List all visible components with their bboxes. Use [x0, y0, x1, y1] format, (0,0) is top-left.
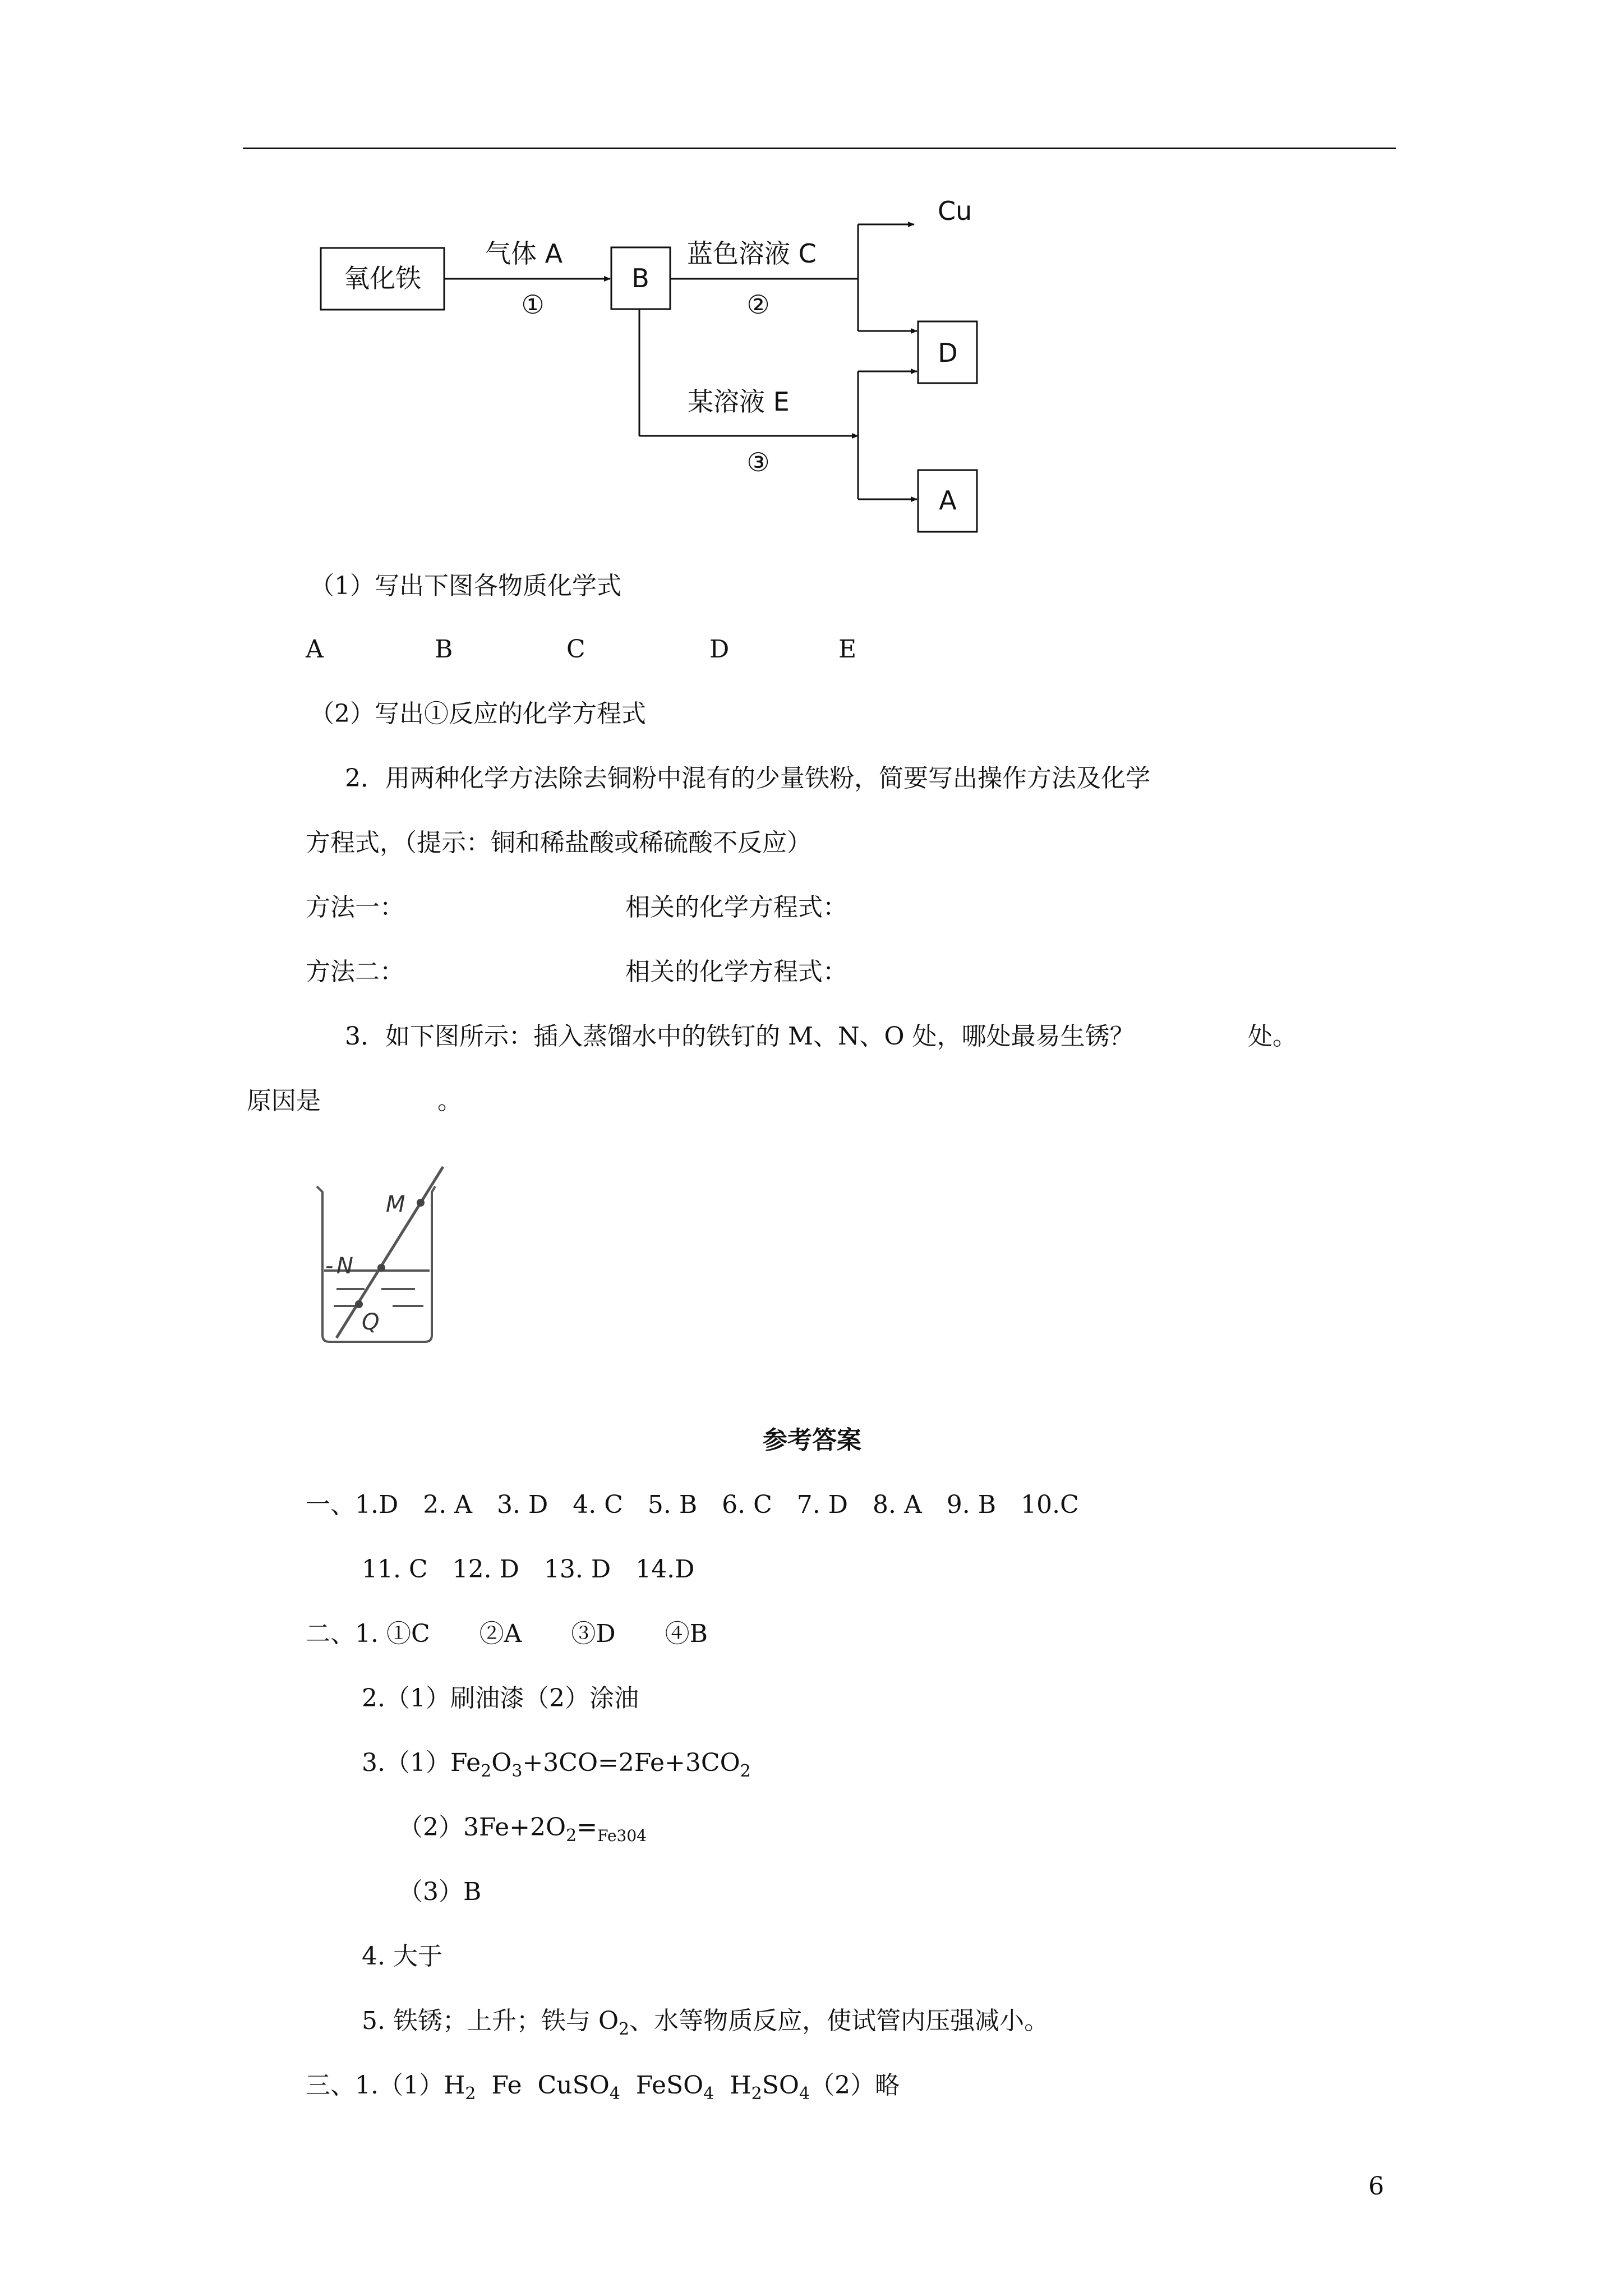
answers-row6: $(2)3Fe+2O_2=_{Fe304}$ [398, 1813, 647, 1846]
q2-method2-equation-label: 相关的化学方程式： [625, 958, 847, 986]
q3-line2-end: 。 [437, 1087, 462, 1115]
d-box-label: D [938, 338, 958, 368]
point-m-label: M [386, 1191, 405, 1217]
q1-part2: （2）写出①反应的化学方程式 [310, 700, 646, 728]
step-2-marker: ② [746, 289, 770, 320]
answers-row2: 11. C 12. D 13. D 14.D [362, 1555, 695, 1584]
step-1-marker: ① [521, 289, 545, 320]
answers-row1: 一、1.D 2. A 3. D 4. C 5. B 6. C 7. D 8. A 9. B 10.C [306, 1490, 1079, 1519]
answers-row9: 5. 铁锈；上升；铁与 $O_2$、水等物质反应，使试管内压强减小。 [362, 2007, 1049, 2039]
gas-a-label: 气体 A [485, 238, 563, 269]
q2-method1-equation-label: 相关的化学方程式： [625, 893, 847, 922]
q1-letter-e: E [838, 635, 857, 664]
point-q-label: Q [362, 1309, 380, 1335]
answers-row7: （3）B [398, 1878, 482, 1906]
a-box-label: A [939, 485, 957, 516]
cu-label: Cu [938, 196, 972, 226]
q2-method2: 方法二： [306, 958, 404, 986]
beaker-diagram [303, 1161, 460, 1352]
answers-row4: 2.（1）刷油漆（2）涂油 [362, 1684, 639, 1713]
answers-title: 参考答案 [763, 1426, 861, 1455]
answers-row5: $3.(1)Fe_2O_3+3CO=2Fe+3CO_2$ [362, 1749, 751, 1781]
answers-row3: 二、1. ①C ②A ③D ④B [306, 1619, 708, 1648]
solution-e-label: 某溶液 E [688, 386, 790, 417]
q1-part1: （1）写出下图各物质化学式 [310, 572, 621, 600]
q1-letter-b: B [435, 635, 453, 664]
q2-method1: 方法一： [306, 893, 404, 922]
answers-row8: 4. 大于 [362, 1942, 442, 1971]
q2-line2: 方程式，（提示：铜和稀盐酸或稀硫酸不反应） [306, 829, 811, 857]
q3-line2: 原因是 [247, 1087, 321, 1115]
step-3-marker: ③ [746, 447, 770, 477]
page-number: 6 [1368, 2172, 1384, 2201]
q2-line1: 2．用两种化学方法除去铜粉中混有的少量铁粉，简要写出操作方法及化学 [345, 764, 1150, 793]
answers-row10: 三、$1.(1)H_2$ Fe CuSO$_4$ FeSO$_4$ $H_2SO_4(2)$略 [306, 2071, 900, 2104]
reaction-flowchart [0, 0, 1623, 561]
q1-letter-a: A [306, 635, 324, 664]
q3-line1: 3．如下图所示：插入蒸馏水中的铁钉的 M、N、O 处，哪处最易生锈？ [345, 1022, 1135, 1051]
q1-letter-c: C [566, 635, 585, 664]
blue-solution-c-label: 蓝色溶液 C [687, 238, 817, 269]
iron-oxide-label: 氧化铁 [344, 263, 421, 293]
b-box-label: B [631, 263, 649, 293]
svg-text:-: - [325, 1253, 334, 1279]
q3-line1-end: 处。 [1248, 1022, 1297, 1051]
point-n-label: N [336, 1253, 353, 1279]
q1-letter-d: D [709, 635, 730, 664]
